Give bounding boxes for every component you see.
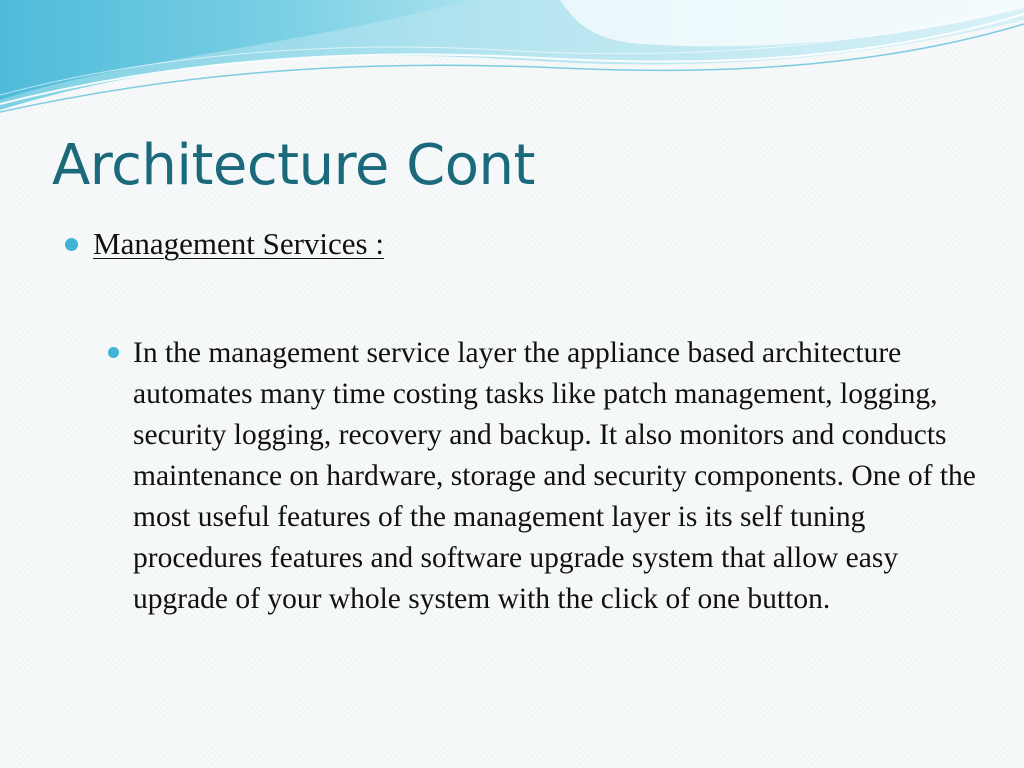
- sub-bullet-dot-icon: [108, 347, 119, 358]
- header-wave-decoration: [0, 0, 1024, 130]
- bullet-dot-icon: [65, 238, 78, 251]
- bullet-heading-management-services: Management Services :: [93, 226, 384, 261]
- slide-title: Architecture Cont: [52, 133, 535, 198]
- bullet-paragraph-management-layer: In the management service layer the appliance based architecture automates many time costing tasks like patch management, logging, security logging, recovery and backup. It also monitors and conducts maintenance on hardware, storage and security components. One of the most useful features of the management layer is its self tuning procedures features and software upgrade system that allow easy upgrade of your whole system with the click of one button.: [133, 337, 976, 615]
